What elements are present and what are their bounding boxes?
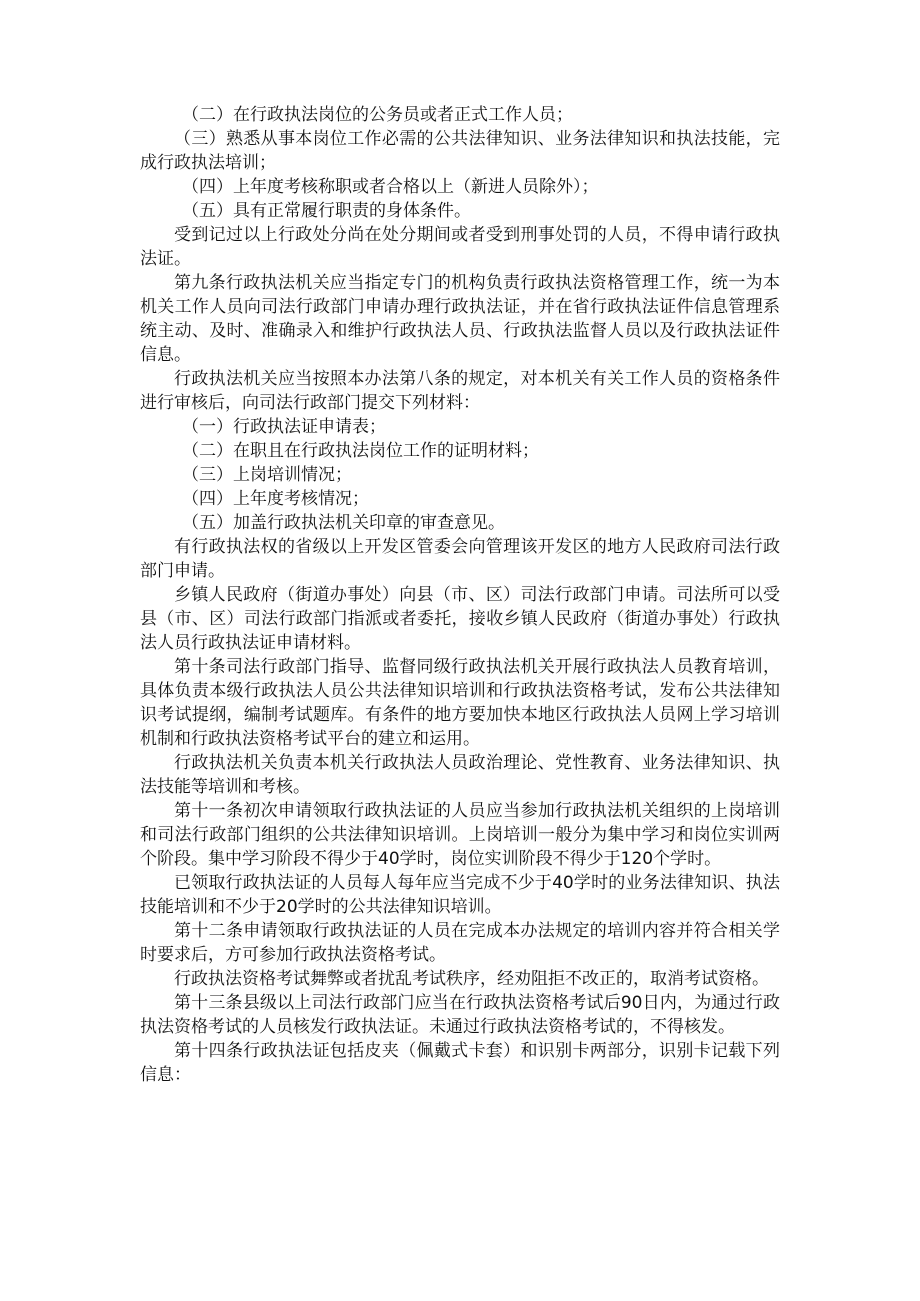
- paragraph: 行政执法机关负责本机关行政执法人员政治理论、党性教育、业务法律知识、执法技能等培训和考核。: [140, 753, 780, 797]
- paragraph: 行政执法机关应当按照本办法第八条的规定，对本机关有关工作人员的资格条件进行审核后，向司法行政部门提交下列材料：: [140, 369, 780, 413]
- list-item: （三）上岗培训情况；: [182, 465, 352, 485]
- paragraph: 行政执法资格考试舞弊或者扰乱考试秩序，经劝阻拒不改正的，取消考试资格。: [174, 969, 769, 989]
- list-item: （二）在行政执法岗位的公务员或者正式工作人员；: [182, 105, 573, 125]
- paragraph: 有行政执法权的省级以上开发区管委会向管理该开发区的地方人民政府司法行政部门申请。: [140, 537, 780, 581]
- paragraph: 乡镇人民政府（街道办事处）向县（市、区）司法行政部门申请。司法所可以受县（市、区）司法行政部门指派或者委托，接收乡镇人民政府（街道办事处）行政执法人员行政执法证申请材料。: [140, 585, 780, 653]
- list-item: （五）加盖行政执法机关印章的审查意见。: [182, 513, 505, 533]
- paragraph: 已领取行政执法证的人员每人每年应当完成不少于40学时的业务法律知识、执法技能培训和不少于20学时的公共法律知识培训。: [140, 873, 780, 917]
- paragraph: 第十二条申请领取行政执法证的人员在完成本办法规定的培训内容并符合相关学时要求后，方可参加行政执法资格考试。: [140, 921, 780, 965]
- paragraph: 第十三条县级以上司法行政部门应当在行政执法资格考试后90日内，为通过行政执法资格考试的人员核发行政执法证。未通过行政执法资格考试的，不得核发。: [140, 993, 780, 1037]
- document-body: [140, 103, 780, 1087]
- list-item: （四）上年度考核称职或者合格以上（新进人员除外）；: [182, 177, 599, 197]
- list-item: （五）具有正常履行职责的身体条件。: [182, 201, 471, 221]
- paragraph: 第九条行政执法机关应当指定专门的机构负责行政执法资格管理工作，统一为本机关工作人员向司法行政部门申请办理行政执法证，并在省行政执法证件信息管理系统主动、及时、准确录入和维护行政执法人员、行政执法监督人员以及行政执法证件信息。: [140, 273, 780, 365]
- paragraph: 第十一条初次申请领取行政执法证的人员应当参加行政执法机关组织的上岗培训和司法行政部门组织的公共法律知识培训。上岗培训一般分为集中学习和岗位实训两个阶段。集中学习阶段不得少于40学时，岗位实训阶段不得少于120个学时。: [140, 801, 780, 869]
- paragraph: 第十条司法行政部门指导、监督同级行政执法机关开展行政执法人员教育培训，具体负责本级行政执法人员公共法律知识培训和行政执法资格考试，发布公共法律知识考试提纲，编制考试题库。有条件的地方要加快本地区行政执法人员网上学习培训机制和行政执法资格考试平台的建立和运用。: [140, 657, 780, 749]
- list-item: （四）上年度考核情况；: [182, 489, 369, 509]
- list-item: （一）行政执法证申请表；: [182, 417, 386, 437]
- paragraph: （三）熟悉从事本岗位工作必需的公共法律知识、业务法律知识和执法技能，完成行政执法培训；: [140, 129, 780, 173]
- list-item: （二）在职且在行政执法岗位工作的证明材料；: [182, 441, 539, 461]
- paragraph: 第十四条行政执法证包括皮夹（佩戴式卡套）和识别卡两部分，识别卡记载下列信息：: [140, 1041, 780, 1085]
- paragraph: 受到记过以上行政处分尚在处分期间或者受到刑事处罚的人员，不得申请行政执法证。: [140, 225, 780, 269]
